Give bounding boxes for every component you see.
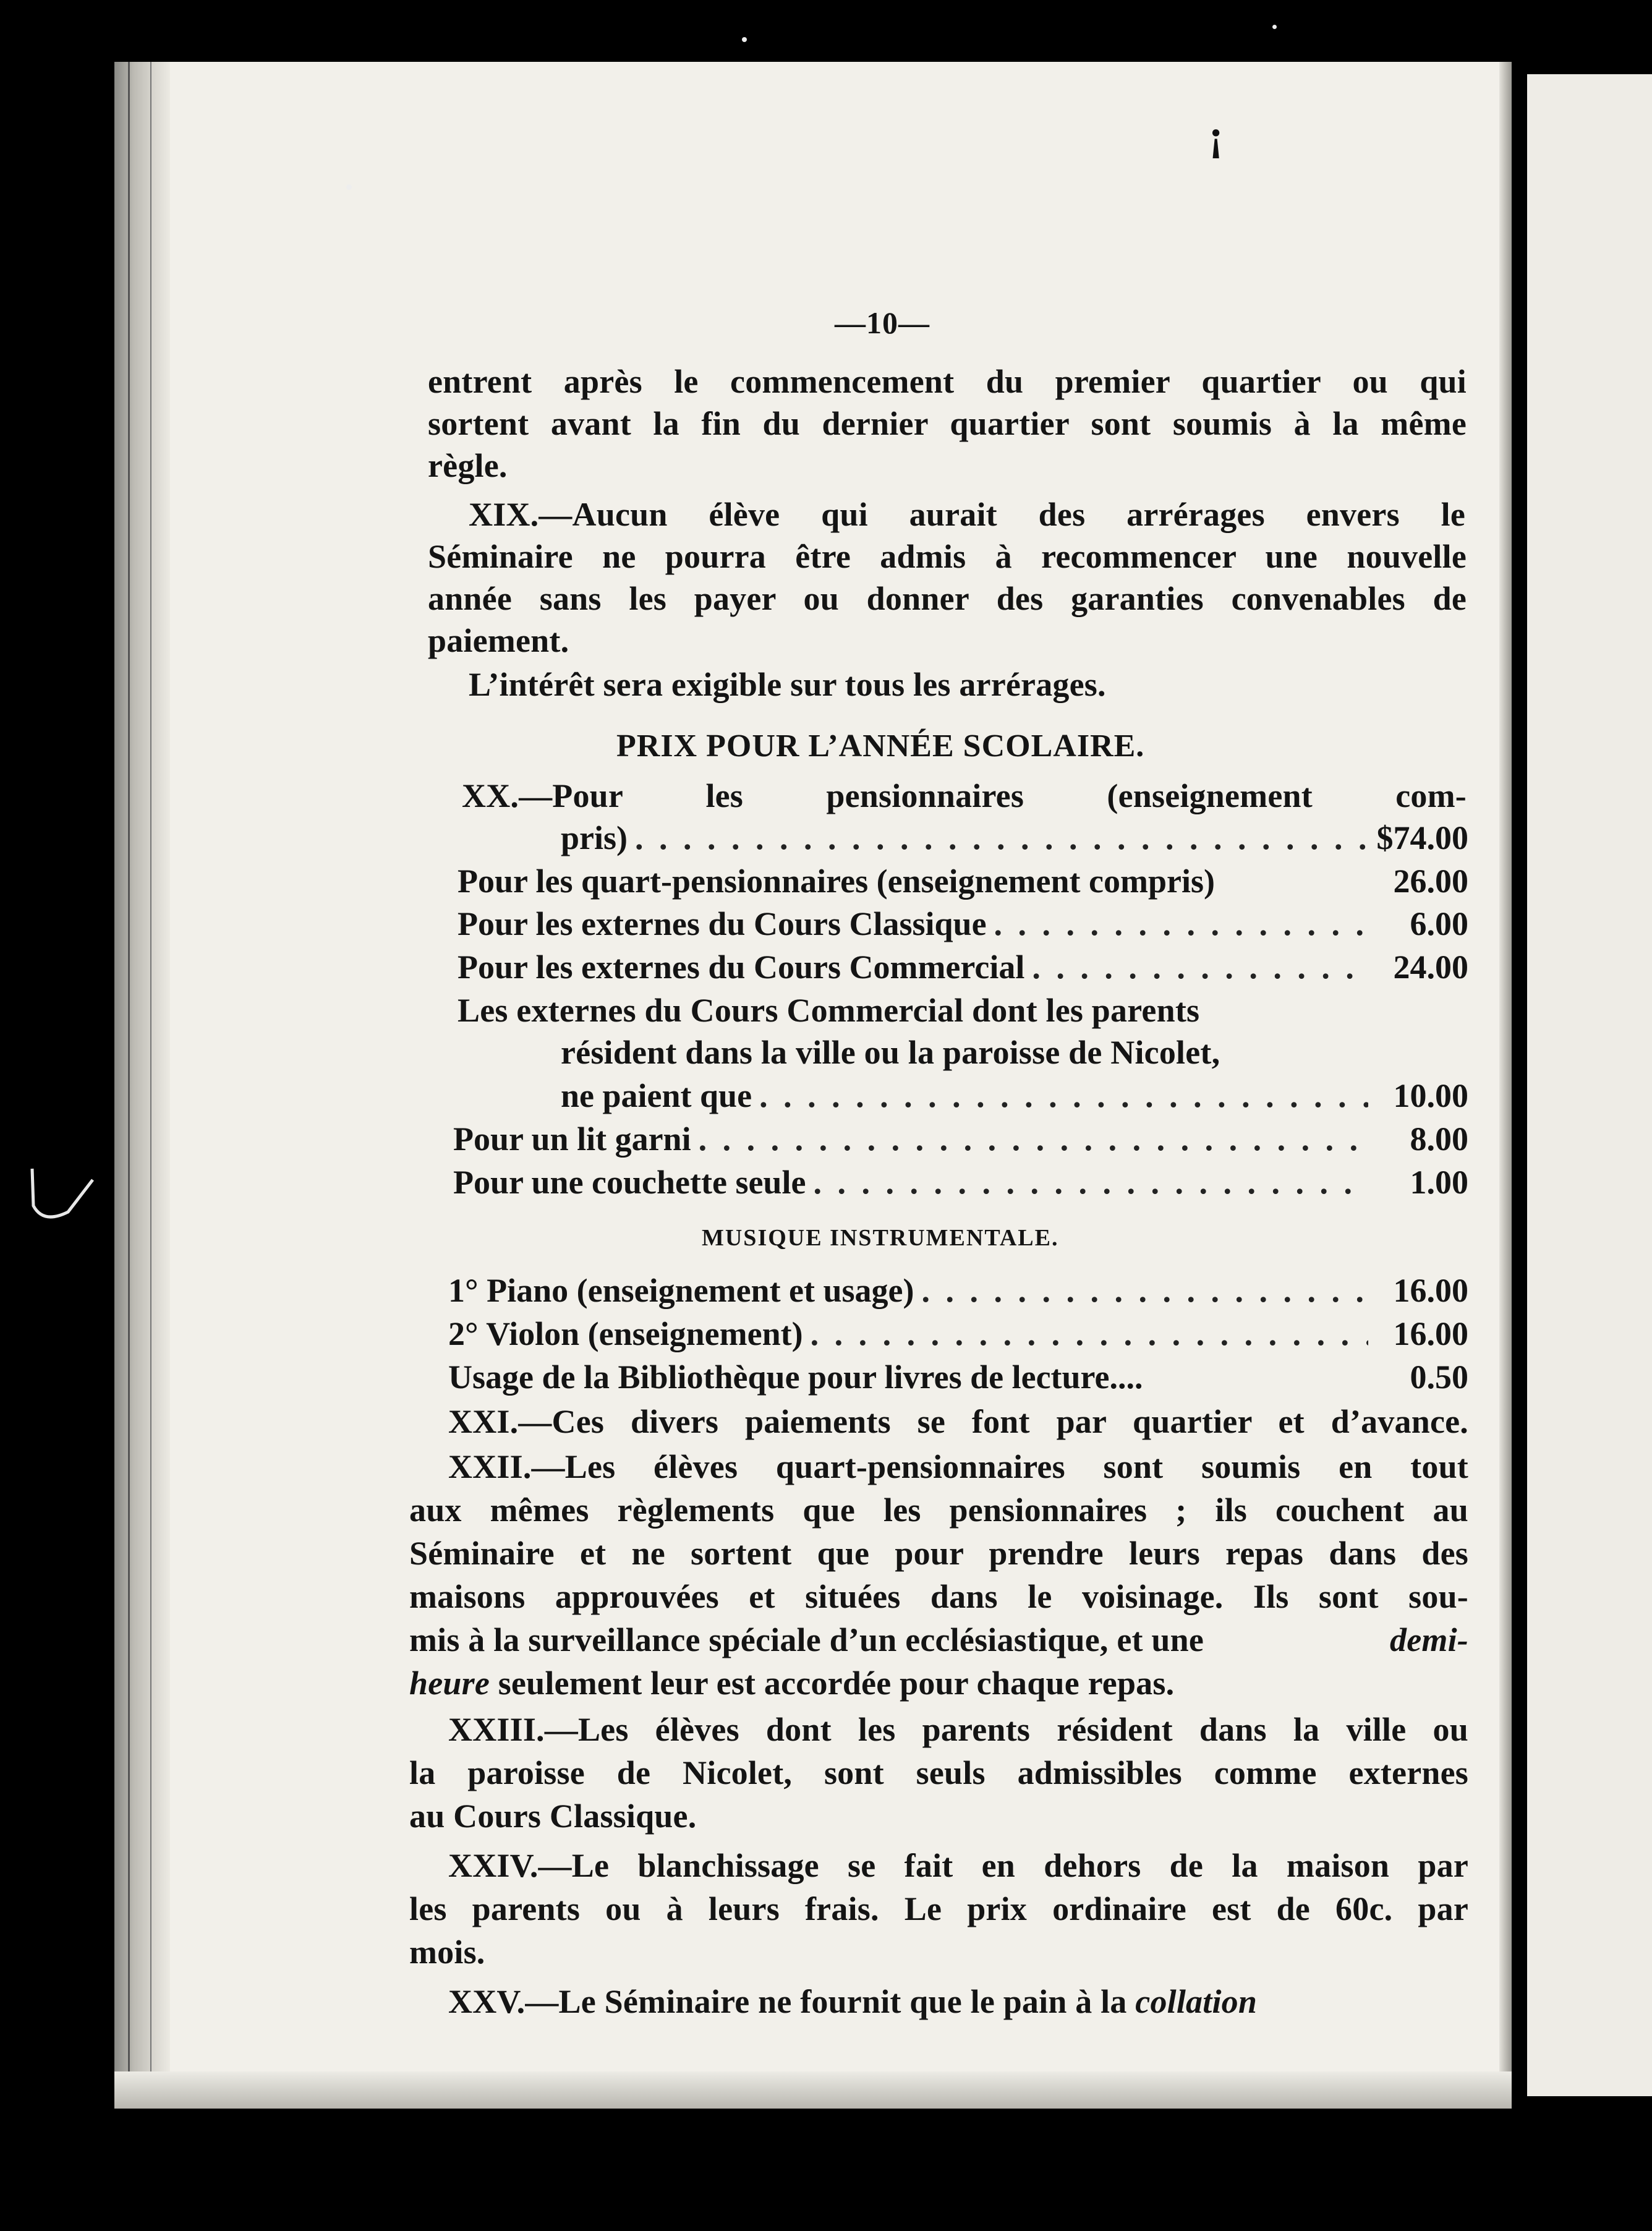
text-line bbox=[409, 1620, 1468, 1660]
fee-amount: 16.00 bbox=[1393, 1272, 1468, 1309]
text-line bbox=[448, 1982, 1257, 2021]
text-line: aux mêmes règlements que les pensionnaires ; ils couchent au bbox=[409, 1491, 1468, 1529]
fee-label: 2° Violon (enseignement) bbox=[448, 1315, 803, 1352]
fee-amount: 24.00 bbox=[1393, 949, 1468, 986]
leader-dots bbox=[759, 1076, 1368, 1116]
text-line: XXIV.—Le blanchissage se fait en dehors de la maison par bbox=[448, 1847, 1468, 1884]
text-line: entrent après le commencement du premier quartier ou qui bbox=[428, 363, 1467, 400]
text-line: résident dans la ville ou la paroisse de Nicolet, bbox=[561, 1034, 1220, 1071]
fee-label: Pour une couchette seule bbox=[453, 1164, 806, 1201]
section-heading: PRIX POUR L’ANNÉE SCOLAIRE. bbox=[616, 728, 1145, 764]
fee-label: ne paient que bbox=[561, 1077, 752, 1114]
page-text bbox=[114, 62, 1512, 2109]
text-line: sortent avant la fin du dernier quartier sont soumis à la même bbox=[428, 405, 1467, 442]
text-line: les parents ou à leurs frais. Le prix ordinaire est de 60c. par bbox=[409, 1890, 1468, 1927]
fee-row bbox=[453, 1119, 1468, 1159]
italic-word: collation bbox=[1135, 1983, 1258, 2020]
fee-amount: 10.00 bbox=[1393, 1077, 1468, 1114]
fee-amount: $74.00 bbox=[1376, 819, 1468, 856]
text-segment: mis à la surveillance spéciale d’un ecclésiastique, et une bbox=[409, 1621, 1204, 1658]
next-page-edge bbox=[1527, 74, 1652, 2096]
fee-amount: 26.00 bbox=[1393, 863, 1468, 900]
fee-row bbox=[448, 1271, 1468, 1310]
fee-amount: 8.00 bbox=[1410, 1120, 1468, 1158]
fee-amount: 6.00 bbox=[1410, 905, 1468, 942]
leader-dots bbox=[699, 1119, 1368, 1159]
text-line: année sans les payer ou donner des garanties convenables de bbox=[428, 580, 1467, 617]
text-line: XX.—Pour les pensionnaires (enseignement com- bbox=[462, 777, 1467, 814]
italic-word: heure bbox=[409, 1665, 490, 1702]
scan-speck bbox=[346, 184, 352, 190]
fee-amount: 0.50 bbox=[1410, 1359, 1468, 1396]
fee-label: Usage de la Bibliothèque pour livres de lecture.... bbox=[448, 1359, 1143, 1396]
text-line: au Cours Classique. bbox=[409, 1798, 697, 1835]
text-line: XXI.—Ces divers paiements se font par quartier et d’avance. bbox=[448, 1403, 1468, 1440]
fee-row bbox=[448, 1357, 1468, 1397]
text-line: L’intérêt sera exigible sur tous les arrérages. bbox=[469, 666, 1106, 703]
book-page bbox=[114, 62, 1512, 2109]
text-line: la paroisse de Nicolet, sont seuls admissibles comme externes bbox=[409, 1754, 1468, 1791]
margin-hook-mark bbox=[25, 1162, 105, 1231]
leader-dots bbox=[994, 904, 1368, 944]
fee-label: Pour un lit garni bbox=[453, 1120, 691, 1158]
fee-row bbox=[458, 861, 1468, 901]
text-line: XXII.—Les élèves quart-pensionnaires sont soumis en tout bbox=[448, 1448, 1468, 1485]
text-line: Séminaire ne pourra être admis à recommencer une nouvelle bbox=[428, 538, 1467, 575]
text-segment: seulement leur est accordée pour chaque repas. bbox=[490, 1665, 1175, 1702]
fee-label: pris) bbox=[561, 819, 628, 856]
fee-row bbox=[561, 1076, 1468, 1116]
leader-dots bbox=[635, 818, 1368, 858]
corner-mark: ¡ bbox=[1209, 112, 1224, 160]
text-line: Séminaire et ne sortent que pour prendre leurs repas dans des bbox=[409, 1535, 1468, 1572]
fee-row bbox=[448, 1314, 1468, 1354]
page-number: —10— bbox=[835, 305, 930, 340]
text-line: paiement. bbox=[428, 622, 569, 659]
fee-row bbox=[458, 947, 1468, 987]
text-line: XIX.—Aucun élève qui aurait des arrérages envers le bbox=[469, 496, 1465, 533]
scan-speck bbox=[742, 37, 747, 42]
text-segment: XXV.—Le Séminaire ne fournit que le pain à la bbox=[448, 1983, 1127, 2020]
italic-word: demi- bbox=[1390, 1621, 1468, 1658]
leader-dots bbox=[922, 1271, 1369, 1310]
fee-label: Pour les externes du Cours Commercial bbox=[458, 949, 1025, 986]
text-line: règle. bbox=[428, 447, 508, 484]
leader-dots bbox=[1032, 947, 1368, 987]
margin-hook-stroke bbox=[32, 1169, 93, 1217]
fee-row bbox=[458, 904, 1468, 944]
text-line bbox=[409, 1663, 1174, 1703]
text-line: Les externes du Cours Commercial dont les parents bbox=[458, 992, 1200, 1029]
fee-row bbox=[561, 818, 1468, 858]
scan-speck bbox=[1272, 25, 1277, 29]
fee-amount: 1.00 bbox=[1410, 1164, 1468, 1201]
fee-label: Pour les quart-pensionnaires (enseignement compris) bbox=[458, 863, 1215, 900]
fee-label: 1° Piano (enseignement et usage) bbox=[448, 1272, 914, 1309]
leader-dots bbox=[813, 1162, 1368, 1202]
fee-amount: 16.00 bbox=[1393, 1315, 1468, 1352]
text-line: maisons approuvées et situées dans le voisinage. Ils sont sou- bbox=[409, 1578, 1468, 1615]
leader-dots bbox=[811, 1314, 1368, 1354]
text-line: mois. bbox=[409, 1934, 485, 1971]
text-line: XXIII.—Les élèves dont les parents résident dans la ville ou bbox=[448, 1711, 1468, 1748]
section-heading: MUSIQUE INSTRUMENTALE. bbox=[702, 1225, 1059, 1251]
fee-label: Pour les externes du Cours Classique bbox=[458, 905, 987, 942]
fee-row bbox=[453, 1162, 1468, 1202]
